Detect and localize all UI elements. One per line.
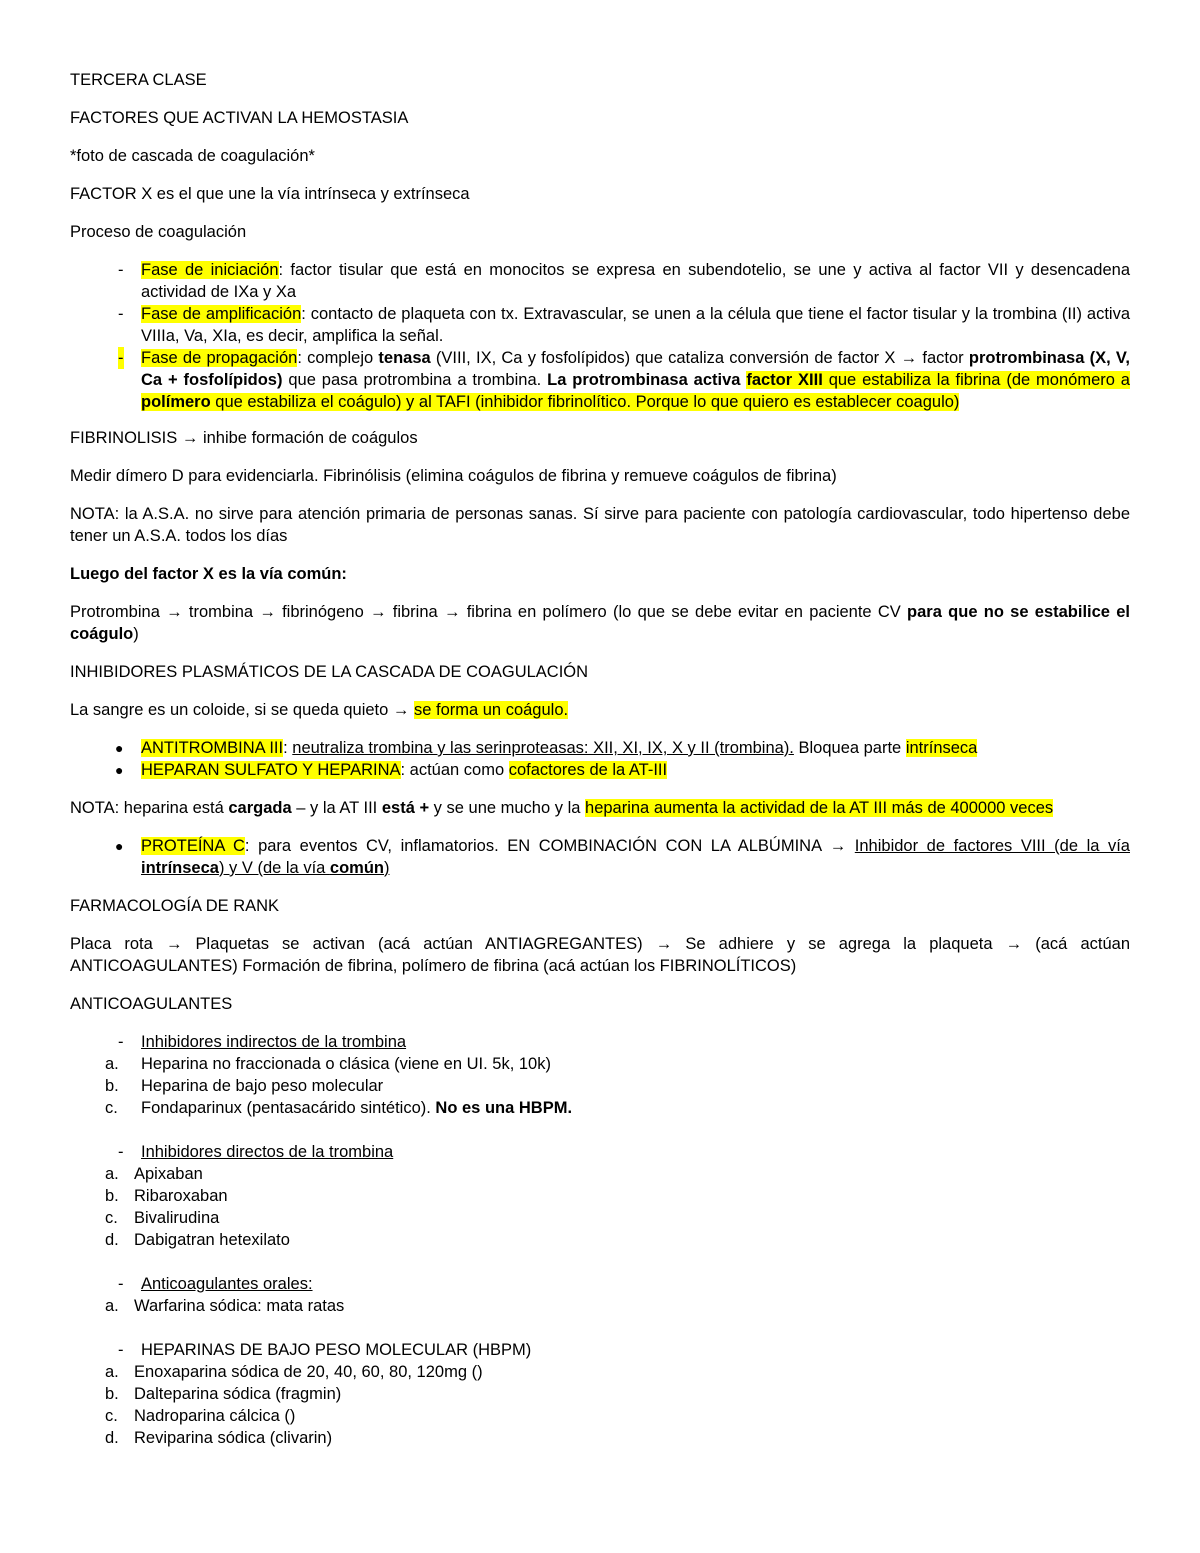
list-item-text: Apixaban <box>134 1165 203 1183</box>
list-item <box>70 1053 1130 1075</box>
factor-xiii-highlight: factor XIII <box>746 371 823 389</box>
list-item <box>70 835 1130 879</box>
fase-amplificacion-text: : contacto de plaqueta con tx. Extravascular, se unen a la célula que tiene el factor tisular y la trombina (II) activa VIIIa, Va, XIa, es decir, amplifica la señal. <box>141 305 1131 345</box>
sangre-line <box>70 699 1130 721</box>
nota2-highlight: heparina aumenta la actividad de la AT III más de 400000 veces <box>585 799 1054 817</box>
directos-heading: - Inhibidores directos de la trombina <box>118 1143 394 1161</box>
heparan-label: HEPARAN SULFATO Y HEPARINA <box>141 761 401 779</box>
fase-iniciacion-text: : factor tisular que está en monocitos se expresa en subendotelio, se une y activa al factor VII y desencadena actividad de IXa y Xa <box>141 261 1130 301</box>
list-item: - Fase de propagación: complejo tenasa (VIII, IX, Ca y fosfolípidos) que cataliza conversión de factor X → factor protrombinasa (X, V, Ca + fosfolípidos) que pasa protrombina a trombina. La protrombinasa activa factor XIII que estabiliza la fibrina (de monómero a polímero que estabiliza el coágulo) y al TAFI (inhibidor fibrinolítico. Porque lo que quiero es establecer coagulo) <box>118 349 1131 411</box>
list-item-text: Enoxaparina sódica de 20, 40, 60, 80, 120mg () <box>134 1363 483 1381</box>
fase-propagacion-label: Fase de propagación <box>141 349 298 367</box>
proteina-c-u-text: Inhibidor de factores VIII (de la vía <box>854 837 1130 855</box>
list-item-text: Heparina de bajo peso molecular <box>141 1077 384 1095</box>
propagacion-text: : complejo <box>297 349 379 367</box>
nota2-text: – y la AT III <box>291 799 382 817</box>
at3-underlined: neutraliza trombina y las serinproteasas: XII, XI, IX, X y II (trombina). <box>292 739 794 757</box>
tenasa-bold: tenasa <box>378 349 431 367</box>
list-item <box>70 737 1130 759</box>
orales-heading: - Anticoagulantes orales: <box>118 1275 313 1293</box>
polimero-highlight: polímero <box>141 393 211 411</box>
heparan-highlight: cofactores de la AT-III <box>508 761 668 779</box>
sangre-highlight: se forma un coágulo. <box>413 701 569 719</box>
nota2-bold: cargada <box>228 799 292 817</box>
hbpm-list <box>70 1361 1130 1449</box>
list-marker: b. <box>105 1187 119 1205</box>
list-item <box>70 1427 1130 1449</box>
list-item <box>70 1075 1130 1097</box>
via-comun-bold: Luego del factor X es la vía común: <box>70 565 347 583</box>
nota-asa: NOTA: la A.S.A. no sirve para atención primaria de personas sanas. Sí sirve para paciente con patología cardiovascular, todo hipertenso debe tener un A.S.A. todos los días <box>70 505 1130 545</box>
list-item <box>70 1361 1130 1383</box>
protrombinasa-activa-bold: La protrombinasa activa <box>547 371 747 389</box>
bullet-icon: ● <box>115 838 124 854</box>
hbpm-heading: - HEPARINAS DE BAJO PESO MOLECULAR (HBPM) <box>118 1341 532 1359</box>
at3-label: ANTITROMBINA III <box>141 739 284 757</box>
orales-heading-text: Anticoagulantes orales: <box>141 1275 313 1293</box>
nota-heparina <box>70 797 1130 819</box>
list-item <box>70 1097 1130 1119</box>
directos-section <box>70 1141 1130 1251</box>
list-item: - Fase de iniciación: factor tisular que está en monocitos se expresa en subendotelio, se une y activa al factor VII y desencadena actividad de IXa y Xa <box>118 261 1130 301</box>
list-marker: c. <box>105 1209 118 1227</box>
list-item-text: Dalteparina sódica (fragmin) <box>134 1385 342 1403</box>
indirectos-section <box>70 1031 1130 1119</box>
indirectos-heading: - Inhibidores indirectos de la trombina <box>118 1033 407 1051</box>
list-marker: d. <box>105 1231 119 1249</box>
propagacion-text: que pasa protrombina a trombina. <box>282 371 548 389</box>
proteina-c-label: PROTEÍNA C <box>141 837 245 855</box>
directos-heading-text: Inhibidores directos de la trombina <box>141 1143 394 1161</box>
protrombina-text: Protrombina → trombina → fibrinógeno → fibrina → fibrina en polímero (lo que se debe evitar en paciente CV <box>70 603 908 621</box>
medir-line: Medir dímero D para evidenciarla. Fibrinólisis (elimina coágulos de fibrina y remueve coágulos de fibrina) <box>70 467 837 485</box>
proceso-heading: Proceso de coagulación <box>70 223 247 241</box>
list-item <box>70 1163 1130 1185</box>
proteina-c-u-text: ) <box>384 859 390 877</box>
at3-highlight: intrínseca <box>905 739 978 757</box>
list-item-text: Bivalirudina <box>134 1209 220 1227</box>
list-item-text: Warfarina sódica: mata ratas <box>134 1297 345 1315</box>
list-item <box>70 759 1130 781</box>
proteina-c-text: : para eventos CV, inflamatorios. EN COMBINACIÓN CON LA ALBÚMINA → <box>244 837 855 855</box>
nota2-bold: está + <box>381 799 430 817</box>
protrombina-bold: para que no se estabilice el coágulo <box>70 603 1131 643</box>
bullet-icon: ● <box>115 740 124 756</box>
indirectos-heading-text: Inhibidores indirectos de la trombina <box>141 1033 407 1051</box>
directos-list <box>70 1163 1130 1251</box>
list-item-bold: No es una HBPM. <box>435 1099 573 1117</box>
list-marker: a. <box>105 1055 119 1073</box>
list-item <box>70 1229 1130 1251</box>
list-item-text: Ribaroxaban <box>134 1187 228 1205</box>
propagacion-highlight: que estabiliza el coágulo) y al TAFI (inhibidor fibrinolítico. Porque lo que quiero es establecer coagulo) <box>210 393 960 411</box>
list-marker: c. <box>105 1099 118 1117</box>
list-marker: a. <box>105 1165 119 1183</box>
fase-amplificacion-label: Fase de amplificación <box>141 305 302 323</box>
hbpm-section <box>70 1339 1130 1449</box>
proteina-c-list <box>70 835 1130 879</box>
list-item <box>70 1295 1130 1317</box>
nota2-text: y se une mucho y la <box>429 799 586 817</box>
list-item: - Fase de amplificación: contacto de plaqueta con tx. Extravascular, se unen a la célula que tiene el factor tisular y la trombina (II) activa VIIIa, Va, XIa, es decir, amplifica la señal. <box>118 305 1131 345</box>
heading-anticoagulantes: ANTICOAGULANTES <box>70 995 233 1013</box>
document-body <box>70 69 1130 1449</box>
list-item-text: Reviparina sódica (clivarin) <box>134 1429 333 1447</box>
list-marker: d. <box>105 1429 119 1447</box>
proteina-c-u-text: ) y V (de la vía <box>218 859 330 877</box>
via-comun-heading <box>70 563 1130 585</box>
orales-section <box>70 1273 1130 1317</box>
list-item <box>70 1207 1130 1229</box>
list-marker: b. <box>105 1077 119 1095</box>
hbpm-heading-text: HEPARINAS DE BAJO PESO MOLECULAR (HBPM) <box>141 1341 532 1359</box>
list-item-text: Heparina no fraccionada o clásica (viene en UI. 5k, 10k) <box>141 1055 551 1073</box>
sangre-text: La sangre es un coloide, si se queda quieto → <box>70 701 414 719</box>
proteina-c-u-bold: común <box>329 859 385 877</box>
nota2-text: NOTA: heparina está <box>70 799 229 817</box>
placa-line: Placa rota → Plaquetas se activan (acá actúan ANTIAGREGANTES) → Se adhiere y se agrega la plaqueta → (acá actúan ANTICOAGULANTES) Formación de fibrina, polímero de fibrina (acá actúan los FIBRINOLÍTICOS) <box>70 935 1130 975</box>
heparan-text: : actúan como <box>400 761 509 779</box>
list-item <box>70 1185 1130 1207</box>
list-item-text: Nadroparina cálcica () <box>134 1407 296 1425</box>
at3-text: Bloquea parte <box>793 739 906 757</box>
propagacion-highlight: que estabiliza la fibrina (de monómero a <box>822 371 1130 389</box>
proteina-c-u-bold: intrínseca <box>141 859 219 877</box>
orales-list <box>70 1295 1130 1317</box>
at3-colon: : <box>283 739 293 757</box>
fases-list <box>70 259 1130 413</box>
list-marker: b. <box>105 1385 119 1403</box>
heading-farmacologia: FARMACOLOGÍA DE RANK <box>70 897 280 915</box>
list-marker: c. <box>105 1407 118 1425</box>
inhibidores-list <box>70 737 1130 781</box>
list-item-text: Fondaparinux (pentasacárido sintético). <box>141 1099 436 1117</box>
list-marker: a. <box>105 1363 119 1381</box>
heading-factores: FACTORES QUE ACTIVAN LA HEMOSTASIA <box>70 109 409 127</box>
list-marker: a. <box>105 1297 119 1315</box>
fibrinolisis-line: FIBRINOLISIS → inhibe formación de coágulos <box>70 429 418 447</box>
doc-title: TERCERA CLASE <box>70 71 207 89</box>
list-item <box>70 1405 1130 1427</box>
photo-note: *foto de cascada de coagulación* <box>70 147 315 165</box>
bullet-icon: ● <box>115 762 124 778</box>
protrombina-end: ) <box>133 625 139 643</box>
protrombinasa-bold: protrombinasa (X, V, Ca + fosfolípidos) <box>141 349 1131 389</box>
fase-iniciacion-label: Fase de iniciación <box>141 261 279 279</box>
factor-x-line: FACTOR X es el que une la vía intrínseca y extrínseca <box>70 185 470 203</box>
protrombina-line <box>70 601 1130 645</box>
list-item-text: Dabigatran hetexilato <box>134 1231 290 1249</box>
propagacion-text: (VIII, IX, Ca y fosfolípidos) que cataliza conversión de factor X → factor <box>430 349 969 367</box>
heading-inhibidores: INHIBIDORES PLASMÁTICOS DE LA CASCADA DE COAGULACIÓN <box>70 663 589 681</box>
list-item <box>70 1383 1130 1405</box>
indirectos-list <box>70 1053 1130 1119</box>
